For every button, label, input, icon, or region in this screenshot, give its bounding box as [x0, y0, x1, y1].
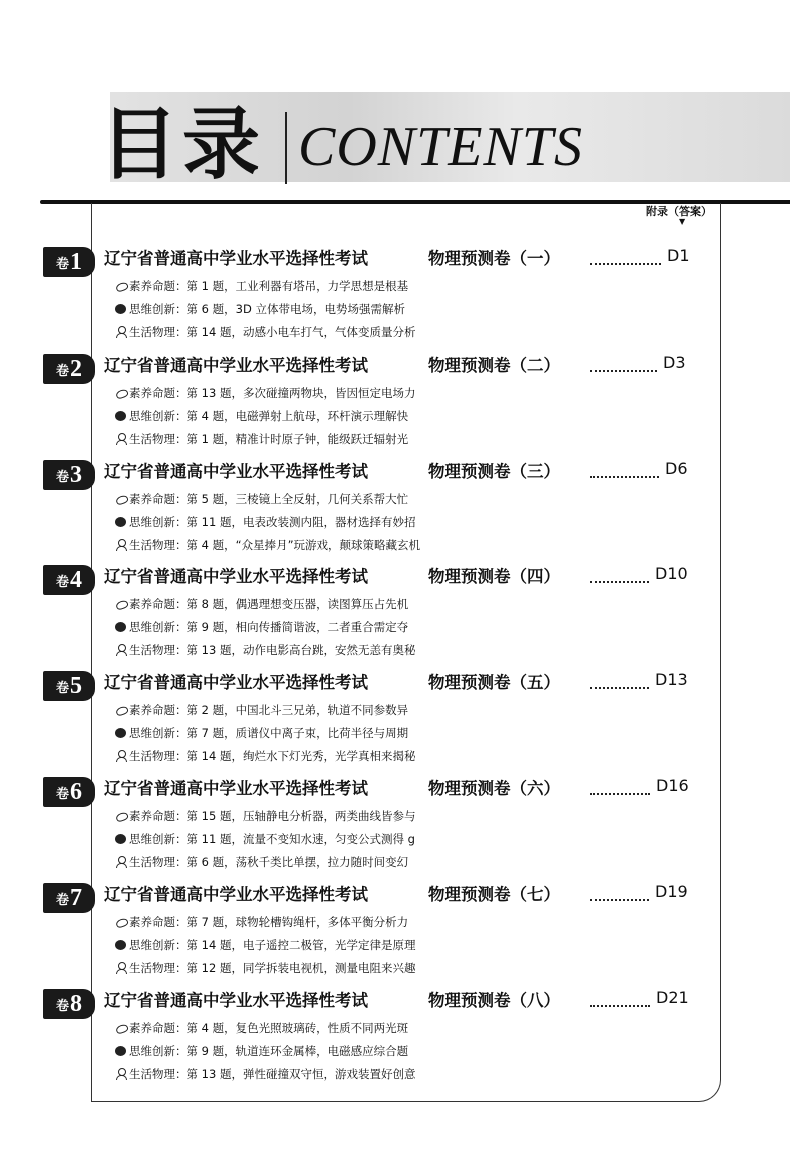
volume-tag: [43, 989, 95, 1019]
highlight-label: 生活物理：: [129, 749, 187, 763]
entry-title: 辽宁省普通高中学业水平选择性考试: [104, 356, 368, 375]
contents-entry[interactable]: [0, 987, 790, 1097]
entry-subtitle: 物理预测卷（八）: [428, 991, 560, 1010]
paper-plane-icon: [115, 810, 127, 822]
page-number: D1: [667, 246, 690, 265]
entry-subtitle: 物理预测卷（七）: [428, 885, 560, 904]
entry-highlight: [115, 640, 415, 660]
highlight-text: 第 6 题，3D 立体带电场，电势场强需解析: [186, 302, 405, 316]
paper-plane-icon: [115, 493, 127, 505]
highlight-text: 第 4 题，电磁弹射上航母，环杆演示理解快: [186, 409, 409, 423]
page-number: D16: [656, 776, 689, 795]
highlight-label: 思维创新：: [129, 1044, 187, 1058]
down-arrow-icon: ▼: [679, 217, 686, 226]
paper-plane-icon: [115, 280, 127, 292]
entry-highlight: [115, 299, 405, 319]
highlight-text: 第 8 题，偶遇理想变压器，读图算压占先机: [186, 597, 409, 611]
entry-highlight: [115, 617, 408, 637]
entry-title: 辽宁省普通高中学业水平选择性考试: [104, 567, 368, 586]
entry-subtitle: 物理预测卷（三）: [428, 462, 560, 481]
highlight-text: 第 2 题，中国北斗三兄弟，轨道不同参数异: [186, 703, 409, 717]
volume-tag-number: 5: [70, 673, 82, 699]
volume-tag-prefix: 卷: [55, 680, 69, 696]
volume-tag: [43, 565, 95, 595]
entry-highlight: [115, 1064, 415, 1084]
brain-icon: [115, 1045, 127, 1057]
page-number: D21: [656, 988, 689, 1007]
highlight-label: 思维创新：: [129, 515, 187, 529]
highlight-text: 第 14 题，动感小电车打气，气体变质量分析: [186, 325, 416, 339]
volume-tag: [43, 671, 95, 701]
highlight-label: 生活物理：: [129, 643, 187, 657]
volume-tag: [43, 460, 95, 490]
entry-highlight: [115, 406, 408, 426]
brain-icon: [115, 727, 127, 739]
entry-highlight: [115, 276, 408, 296]
page-number: D10: [655, 564, 688, 583]
person-icon: [115, 433, 127, 445]
highlight-text: 第 13 题，多次碰撞两物块，皆因恒定电场力: [186, 386, 416, 400]
contents-entry[interactable]: [0, 563, 790, 673]
entry-highlight: [115, 746, 415, 766]
paper-plane-icon: [115, 598, 127, 610]
person-icon: [115, 539, 127, 551]
volume-tag: [43, 247, 95, 277]
volume-tag: [43, 883, 95, 913]
highlight-text: 第 13 题，弹性碰撞双守恒，游戏装置好创意: [186, 1067, 416, 1081]
page-number: D3: [663, 353, 686, 372]
volume-tag-prefix: 卷: [55, 469, 69, 485]
person-icon: [115, 750, 127, 762]
entry-highlight: [115, 958, 415, 978]
highlight-text: 第 7 题，球物轮槽钩绳杆，多体平衡分析力: [186, 915, 409, 929]
person-icon: [115, 644, 127, 656]
highlight-label: 生活物理：: [129, 325, 187, 339]
volume-tag-number: 8: [70, 991, 82, 1017]
highlight-label: 生活物理：: [129, 1067, 187, 1081]
volume-tag-number: 1: [70, 249, 82, 275]
entry-highlight: [115, 512, 415, 532]
paper-plane-icon: [115, 704, 127, 716]
highlight-text: 第 4 题，“众星捧月”玩游戏，颠球策略藏玄机: [186, 538, 421, 552]
person-icon: [115, 962, 127, 974]
entry-highlight: [115, 489, 408, 509]
highlight-label: 素养命题：: [129, 279, 187, 293]
page-title-cn: 目录: [100, 99, 265, 190]
page-number: D19: [655, 882, 688, 901]
entry-highlight: [115, 935, 415, 955]
brain-icon: [115, 516, 127, 528]
highlight-label: 生活物理：: [129, 432, 187, 446]
entry-subtitle: 物理预测卷（四）: [428, 567, 560, 586]
brain-icon: [115, 410, 127, 422]
volume-tag-prefix: 卷: [55, 892, 69, 908]
entry-highlight: [115, 912, 408, 932]
highlight-label: 素养命题：: [129, 809, 187, 823]
volume-tag-prefix: 卷: [55, 786, 69, 802]
highlight-label: 思维创新：: [129, 726, 187, 740]
highlight-label: 生活物理：: [129, 538, 187, 552]
highlight-text: 第 14 题，绚烂水下灯光秀，光学真相来揭秘: [186, 749, 416, 763]
dot-leader: [590, 362, 657, 372]
highlight-label: 思维创新：: [129, 938, 187, 952]
highlight-text: 第 13 题，动作电影高台跳，安然无恙有奥秘: [186, 643, 416, 657]
entry-title: 辽宁省普通高中学业水平选择性考试: [104, 673, 368, 692]
highlight-text: 第 11 题，电表改装测内阻，器材选择有妙招: [186, 515, 416, 529]
highlight-label: 思维创新：: [129, 302, 187, 316]
highlight-label: 素养命题：: [129, 703, 187, 717]
page-number: D6: [665, 459, 688, 478]
entry-highlight: [115, 1018, 408, 1038]
person-icon: [115, 326, 127, 338]
dot-leader: [590, 573, 649, 583]
volume-tag-number: 2: [70, 356, 82, 382]
volume-tag-prefix: 卷: [55, 998, 69, 1014]
highlight-label: 素养命题：: [129, 597, 187, 611]
highlight-text: 第 6 题，荡秋千类比单摆，拉力随时间变幻: [186, 855, 409, 869]
highlight-label: 生活物理：: [129, 855, 187, 869]
highlight-text: 第 1 题，精准计时原子钟，能级跃迁辐射光: [186, 432, 409, 446]
dot-leader: [590, 785, 650, 795]
dot-leader: [590, 997, 650, 1007]
highlight-label: 素养命题：: [129, 386, 187, 400]
highlight-text: 第 15 题，压轴静电分析器，两类曲线皆参与: [186, 809, 416, 823]
dot-leader: [590, 891, 649, 901]
highlight-label: 生活物理：: [129, 961, 187, 975]
highlight-label: 素养命题：: [129, 492, 187, 506]
entry-subtitle: 物理预测卷（五）: [428, 673, 560, 692]
entry-highlight: [115, 723, 408, 743]
entry-title: 辽宁省普通高中学业水平选择性考试: [104, 462, 368, 481]
volume-tag-number: 6: [70, 779, 82, 805]
highlight-text: 第 7 题，质谱仪中离子束，比荷半径与周期: [186, 726, 409, 740]
page-number: D13: [655, 670, 688, 689]
dot-leader: [590, 679, 649, 689]
volume-tag-prefix: 卷: [55, 256, 69, 272]
entry-highlight: [115, 806, 415, 826]
entry-title: 辽宁省普通高中学业水平选择性考试: [104, 991, 368, 1010]
highlight-text: 第 14 题，电子遥控二极管，光学定律是原理: [186, 938, 416, 952]
entry-subtitle: 物理预测卷（六）: [428, 779, 560, 798]
volume-tag: [43, 354, 95, 384]
entry-highlight: [115, 829, 415, 849]
entry-highlight: [115, 594, 408, 614]
paper-plane-icon: [115, 1022, 127, 1034]
dot-leader: [590, 255, 661, 265]
entry-highlight: [115, 429, 408, 449]
entry-title: 辽宁省普通高中学业水平选择性考试: [104, 249, 368, 268]
highlight-text: 第 4 题，复色光照玻璃砖，性质不同两光斑: [186, 1021, 409, 1035]
brain-icon: [115, 621, 127, 633]
entry-highlight: [115, 700, 408, 720]
person-icon: [115, 1068, 127, 1080]
volume-tag-number: 4: [70, 567, 82, 593]
page-title-en: CONTENTS: [298, 116, 583, 178]
brain-icon: [115, 939, 127, 951]
entry-highlight: [115, 383, 415, 403]
dot-leader: [590, 468, 659, 478]
entry-highlight: [115, 322, 415, 342]
highlight-label: 素养命题：: [129, 915, 187, 929]
highlight-text: 第 9 题，相向传播简谐波，二者重合需定夺: [186, 620, 409, 634]
highlight-label: 思维创新：: [129, 409, 187, 423]
entry-title: 辽宁省普通高中学业水平选择性考试: [104, 885, 368, 904]
contents-entry[interactable]: [0, 669, 790, 779]
contents-entry[interactable]: [0, 458, 790, 568]
entry-highlight: [115, 1041, 408, 1061]
entry-highlight: [115, 535, 420, 555]
brain-icon: [115, 833, 127, 845]
title-divider: [285, 112, 287, 184]
entry-highlight: [115, 852, 408, 872]
highlight-text: 第 12 题，同学拆装电视机，测量电阻来兴趣: [186, 961, 416, 975]
entry-subtitle: 物理预测卷（二）: [428, 356, 560, 375]
volume-tag-prefix: 卷: [55, 363, 69, 379]
contents-entry[interactable]: [0, 881, 790, 991]
entry-title: 辽宁省普通高中学业水平选择性考试: [104, 779, 368, 798]
brain-icon: [115, 303, 127, 315]
volume-tag-prefix: 卷: [55, 574, 69, 590]
volume-tag-number: 7: [70, 885, 82, 911]
person-icon: [115, 856, 127, 868]
appendix-label: 附录（答案）: [646, 205, 712, 218]
contents-entry[interactable]: [0, 775, 790, 885]
paper-plane-icon: [115, 916, 127, 928]
highlight-label: 思维创新：: [129, 620, 187, 634]
highlight-text: 第 1 题，工业利器有塔吊，力学思想是根基: [186, 279, 409, 293]
highlight-label: 思维创新：: [129, 832, 187, 846]
entry-subtitle: 物理预测卷（一）: [428, 249, 560, 268]
highlight-text: 第 5 题，三棱镜上全反射，几何关系帮大忙: [186, 492, 409, 506]
volume-tag-number: 3: [70, 462, 82, 488]
volume-tag: [43, 777, 95, 807]
highlight-text: 第 9 题，轨道连环金属棒，电磁感应综合题: [186, 1044, 409, 1058]
highlight-label: 素养命题：: [129, 1021, 187, 1035]
contents-entry[interactable]: [0, 245, 790, 355]
contents-entry[interactable]: [0, 352, 790, 462]
paper-plane-icon: [115, 387, 127, 399]
highlight-text: 第 11 题，流量不变知水速，匀变公式测得 g: [186, 832, 415, 846]
